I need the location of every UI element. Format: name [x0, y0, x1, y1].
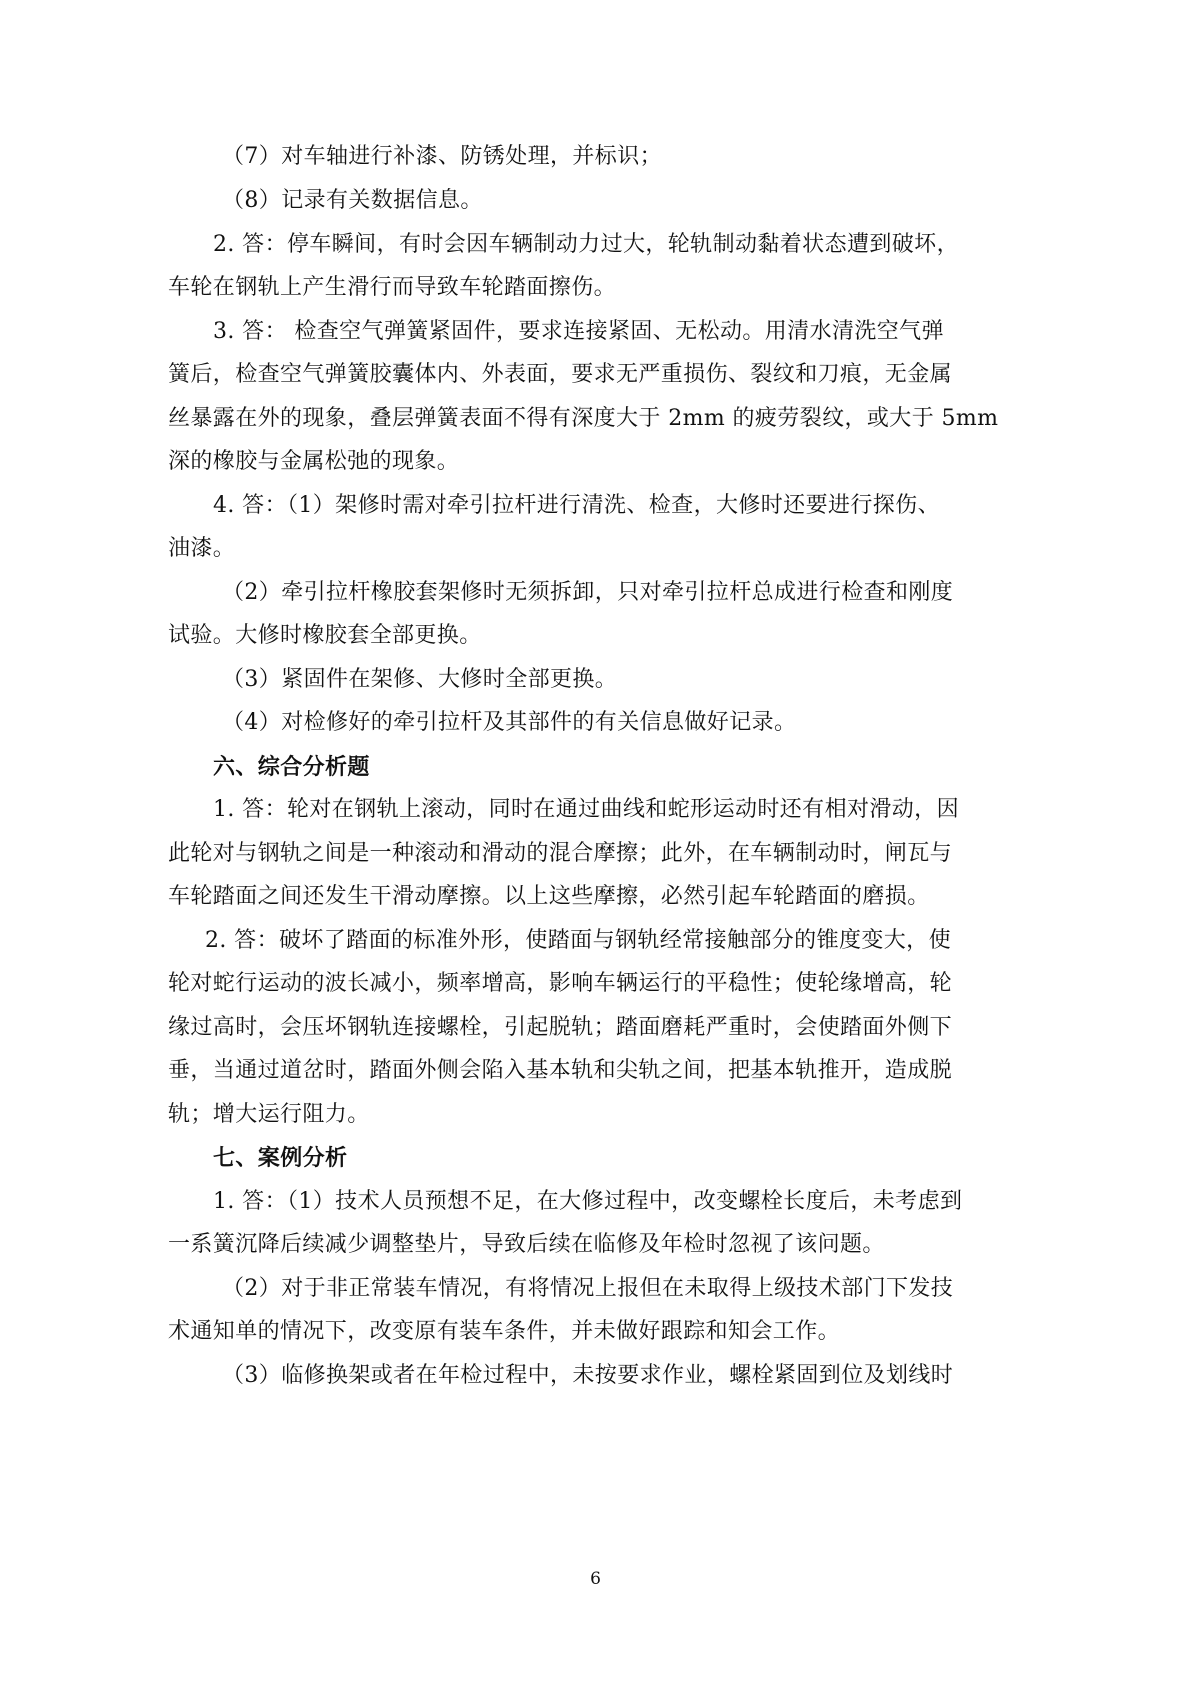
text-line: 术通知单的情况下，改变原有装车条件，并未做好跟踪和知会工作。: [168, 1319, 841, 1344]
text-line: 试验。大修时橡胶套全部更换。: [168, 623, 482, 648]
text-line: （4）对检修好的牵引拉杆及其部件的有关信息做好记录。: [222, 710, 797, 735]
text-line: 轮对蛇行运动的波长减小，频率增高，影响车辆运行的平稳性；使轮缘增高，轮: [168, 971, 953, 996]
text-line: 3. 答： 检查空气弹簧紧固件，要求连接紧固、无松动。用清水清洗空气弹: [213, 319, 944, 344]
text-line: 丝暴露在外的现象，叠层弹簧表面不得有深度大于 2mm 的疲劳裂纹，或大于 5mm: [168, 406, 999, 431]
text-line: 油漆。: [168, 536, 236, 561]
text-line: 轨；增大运行阻力。: [168, 1102, 370, 1127]
text-line: 垂，当通过道岔时，踏面外侧会陷入基本轨和尖轨之间，把基本轨推开，造成脱: [168, 1058, 953, 1083]
text-line: （2）牵引拉杆橡胶套架修时无须拆卸，只对牵引拉杆总成进行检查和刚度: [222, 580, 954, 605]
text-line: 此轮对与钢轨之间是一种滚动和滑动的混合摩擦；此外，在车辆制动时，闸瓦与: [168, 841, 953, 866]
text-line: （2）对于非正常装车情况，有将情况上报但在未取得上级技术部门下发技: [222, 1276, 954, 1301]
text-line: 1. 答：轮对在钢轨上滚动，同时在通过曲线和蛇形运动时还有相对滑动，因: [213, 797, 959, 822]
text-line: （7）对车轴进行补漆、防锈处理，并标识；: [222, 144, 662, 169]
text-line: 2. 答：停车瞬间，有时会因车辆制动力过大，轮轨制动黏着状态遭到破坏，: [213, 232, 959, 257]
text-line: （8）记录有关数据信息。: [222, 188, 483, 213]
text-line: 车轮在钢轨上产生滑行而导致车轮踏面擦伤。: [168, 275, 617, 300]
page-number: 6: [590, 1569, 601, 1589]
text-line: （3）紧固件在架修、大修时全部更换。: [222, 667, 618, 692]
section-heading: 六、综合分析题: [213, 754, 370, 780]
text-line: 车轮踏面之间还发生干滑动摩擦。以上这些摩擦，必然引起车轮踏面的磨损。: [168, 884, 930, 909]
text-line: 2. 答：破坏了踏面的标准外形，使踏面与钢轨经常接触部分的锥度变大，使: [205, 928, 951, 953]
text-line: 4. 答：（1）架修时需对牵引拉杆进行清洗、检查，大修时还要进行探伤、: [213, 493, 940, 518]
text-line: 簧后，检查空气弹簧胶囊体内、外表面，要求无严重损伤、裂纹和刀痕，无金属: [168, 362, 953, 387]
text-line: 1. 答：（1）技术人员预想不足，在大修过程中，改变螺栓长度后，未考虑到: [213, 1189, 963, 1214]
text-line: 深的橡胶与金属松弛的现象。: [168, 449, 460, 474]
text-line: 缘过高时，会压坏钢轨连接螺栓，引起脱轨；踏面磨耗严重时，会使踏面外侧下: [168, 1015, 953, 1040]
text-line: 一系簧沉降后续减少调整垫片，导致后续在临修及年检时忽视了该问题。: [168, 1232, 885, 1257]
text-line: （3）临修换架或者在年检过程中，未按要求作业，螺栓紧固到位及划线时: [222, 1363, 954, 1388]
section-heading: 七、案例分析: [213, 1145, 348, 1171]
